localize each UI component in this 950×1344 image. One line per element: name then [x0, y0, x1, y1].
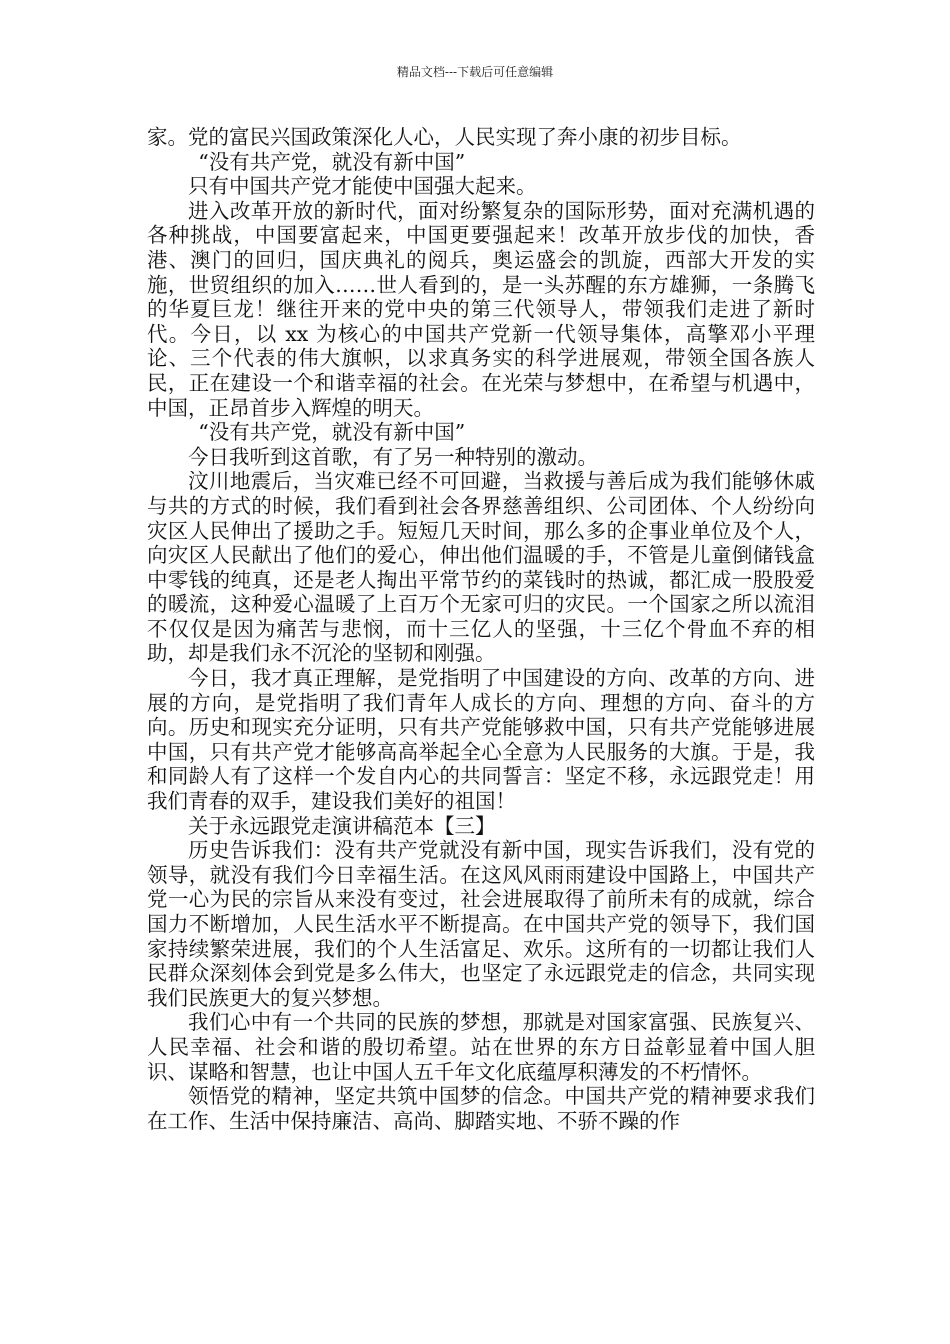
quote-line: “没有共产党，就没有新中国” — [198, 149, 466, 174]
page-header: 精品文档---下载后可任意编辑 — [396, 65, 554, 79]
paragraph: 今日我听到这首歌，有了另一种特别的激动。 — [188, 444, 598, 469]
paragraph: 汶川地震后，当灾难已经不可回避，当救援与善后成为我们能够休戚与共的方式的时候，我们看到社会各界慈善组织、公司团体、个人纷纷向灾区人民伸出了援助之手。短短几天时间，那么多的企事业单位及个人，向灾区人民献出了他们的爱心，伸出他们温暖的手，不管是儿童倒储钱盒中零钱的纯真，还是老人掏出平常节约的菜钱时的热诚，都汇成一股股爱的暖流，这种爱心温暖了上百万个无家可归的灾民。一个国家之所以流泪不仅仅是因为痛苦与悲悯，而十三亿人的坚强，十三亿个骨血不弃的相助，却是我们永不沉沦的坚韧和刚强。 — [147, 469, 815, 666]
paragraph: 我们心中有一个共同的民族的梦想，那就是对国家富强、民族复兴、人民幸福、社会和谐的殷切希望。站在世界的东方日益彰显着中国人胆识、谋略和智慧，也让中国人五千年文化底蕴厚积薄发的不朽情怀。 — [147, 1010, 815, 1084]
paragraph: 只有中国共产党才能使中国强大起来。 — [188, 174, 537, 199]
paragraph: 今日，我才真正理解，是党指明了中国建设的方向、改革的方向、进展的方向，是党指明了我们青年人成长的方向、理想的方向、奋斗的方向。历史和现实充分证明，只有共产党能够救中国，只有共产党能够进展中国，只有共产党才能够高高举起全心全意为人民服务的大旗。于是，我和同龄人有了这样一个发自内心的共同誓言：坚定不移，永远跟党走！用我们青春的双手，建设我们美好的祖国！ — [147, 666, 815, 814]
document-body — [147, 125, 815, 1133]
quote-line: “没有共产党，就没有新中国” — [198, 420, 466, 445]
paragraph: 领悟党的精神，坚定共筑中国梦的信念。中国共产党的精神要求我们在工作、生活中保持廉洁、高尚、脚踏实地、不骄不躁的作 — [147, 1084, 815, 1133]
paragraph: 进入改革开放的新时代，面对纷繁复杂的国际形势，面对充满机遇的各种挑战，中国要富起来，中国更要强起来！改革开放步伐的加快，香港、澳门的回归，国庆典礼的阅兵，奥运盛会的凯旋，西部大开发的实施，世贸组织的加入……世人看到的，是一头苏醒的东方雄狮，一条腾飞的华夏巨龙！继往开来的党中央的第三代领导人，带领我们走进了新时代。今日，以 xx 为核心的中国共产党新一代领导集体，高擎邓小平理论、三个代表的伟大旗帜，以求真务实的科学进展观，带领全国各族人民，正在建设一个和谐幸福的社会。在光荣与梦想中，在希望与机遇中，中国，正昂首步入辉煌的明天。 — [147, 198, 815, 420]
section-heading: 关于永远跟党走演讲稿范本【三】 — [188, 813, 496, 838]
paragraph: 家。党的富民兴国政策深化人心，人民实现了奔小康的初步目标。 — [147, 125, 742, 149]
paragraph: 历史告诉我们：没有共产党就没有新中国，现实告诉我们，没有党的领导，就没有我们今日幸福生活。在这风风雨雨建设中国路上，中国共产党一心为民的宗旨从来没有变过，社会进展取得了前所未有的成就，综合国力不断增加，人民生活水平不断提高。在中国共产党的领导下，我们国家持续繁荣进展，我们的个人生活富足、欢乐。这所有的一切都让我们人民群众深刻体会到党是多么伟大，也坚定了永远跟党走的信念，共同实现我们民族更大的复兴梦想。 — [147, 838, 815, 1010]
